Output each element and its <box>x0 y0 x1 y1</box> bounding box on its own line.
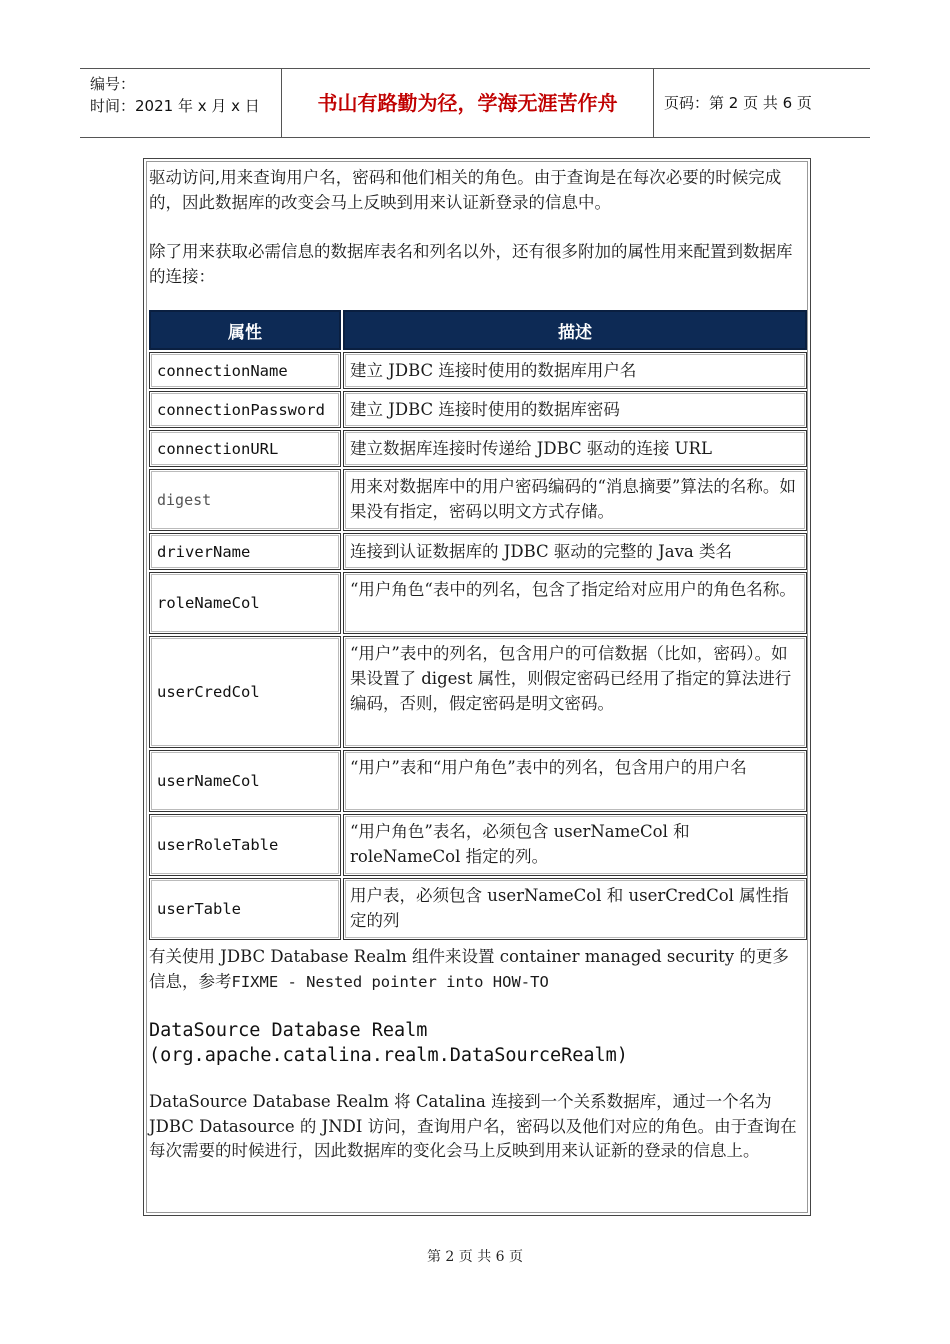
more-info-text: 有关使用 JDBC Database Realm 组件来设置 container managed security 的更多信息，参考 <box>149 947 789 991</box>
attribute-description: 连接到认证数据库的 JDBC 驱动的完整的 Java 类名 <box>343 533 807 570</box>
table-header-row <box>149 310 807 350</box>
attribute-description: 建立数据库连接时传递给 JDBC 驱动的连接 URL <box>343 430 807 467</box>
attribute-name: connectionURL <box>149 430 341 467</box>
attribute-description: 用户表，必须包含 userNameCol 和 userCredCol 属性指定的列 <box>343 878 807 940</box>
header-motto: 书山有路勤为径，学海无涯苦作舟 <box>282 69 654 137</box>
column-header-description: 描述 <box>343 310 807 350</box>
header-page-label: 页码：第 2 页 共 6 页 <box>664 94 812 112</box>
intro-paragraph-2: 除了用来获取必需信息的数据库表名和列名以外，还有很多附加的属性用来配置到数据库的连接： <box>149 242 793 286</box>
attribute-name: userRoleTable <box>149 814 341 876</box>
attribute-name: connectionName <box>149 352 341 389</box>
attribute-name: driverName <box>149 533 341 570</box>
attribute-name: roleNameCol <box>149 572 341 634</box>
attribute-name: userCredCol <box>149 636 341 748</box>
section-body: DataSource Database Realm 将 Catalina 连接到一个关系数据库，通过一个名为 JDBC Datasource 的 JNDI 访问，查询用户名，密码以及他们对应的角色。由于查询在每次需要的时候进行，因此数据库的变化会马上反映到用来认证新的登录的信息上。 <box>149 1092 797 1160</box>
attribute-name: connectionPassword <box>149 391 341 428</box>
attribute-description: “用户”表和“用户角色”表中的列名，包含用户的用户名 <box>343 750 807 812</box>
attribute-description: 建立 JDBC 连接时使用的数据库密码 <box>343 391 807 428</box>
attribute-name: userNameCol <box>149 750 341 812</box>
table-row <box>149 430 807 467</box>
section-heading-line-1: DataSource Database Realm <box>149 1020 428 1041</box>
attribute-description: 用来对数据库中的用户密码编码的“消息摘要”算法的名称。如果没有指定，密码以明文方式存储。 <box>343 469 807 531</box>
table-row <box>149 572 807 634</box>
table-row <box>149 533 807 570</box>
time-label: 时间：2021 年 x 月 x 日 <box>90 97 260 115</box>
column-header-attribute: 属性 <box>149 310 341 350</box>
page-header <box>80 68 870 138</box>
attribute-description: “用户角色”表名，必须包含 userNameCol 和 roleNameCol 指定的列。 <box>343 814 807 876</box>
attribute-description: “用户”表中的列名，包含用户的可信数据（比如，密码）。如果设置了 digest 属性，则假定密码已经用了指定的算法进行编码，否则，假定密码是明文密码。 <box>343 636 807 748</box>
table-row <box>149 636 807 748</box>
page-footer: 第 2 页 共 6 页 <box>426 1249 524 1265</box>
table-row <box>149 878 807 940</box>
table-row <box>149 352 807 389</box>
more-info-paragraph <box>149 945 805 994</box>
intro-paragraph-1: 驱动访问,用来查询用户名，密码和他们相关的角色。由于查询是在每次必要的时候完成的，因此数据库的改变会马上反映到用来认证新登录的信息中。 <box>149 168 782 212</box>
attribute-name: digest <box>149 469 341 531</box>
section-heading-line-2: (org.apache.catalina.realm.DataSourceRealm) <box>149 1045 628 1066</box>
fixme-pointer: FIXME - Nested pointer into HOW-TO <box>231 972 549 991</box>
attribute-name: userTable <box>149 878 341 940</box>
section-heading <box>149 1018 805 1068</box>
number-label: 编号： <box>90 75 136 93</box>
header-meta <box>80 69 282 137</box>
attribute-description: “用户角色“表中的列名，包含了指定给对应用户的角色名称。 <box>343 572 807 634</box>
table-row <box>149 750 807 812</box>
attribute-description: 建立 JDBC 连接时使用的数据库用户名 <box>343 352 807 389</box>
table-row <box>149 391 807 428</box>
table-row <box>149 469 807 531</box>
table-row <box>149 814 807 876</box>
